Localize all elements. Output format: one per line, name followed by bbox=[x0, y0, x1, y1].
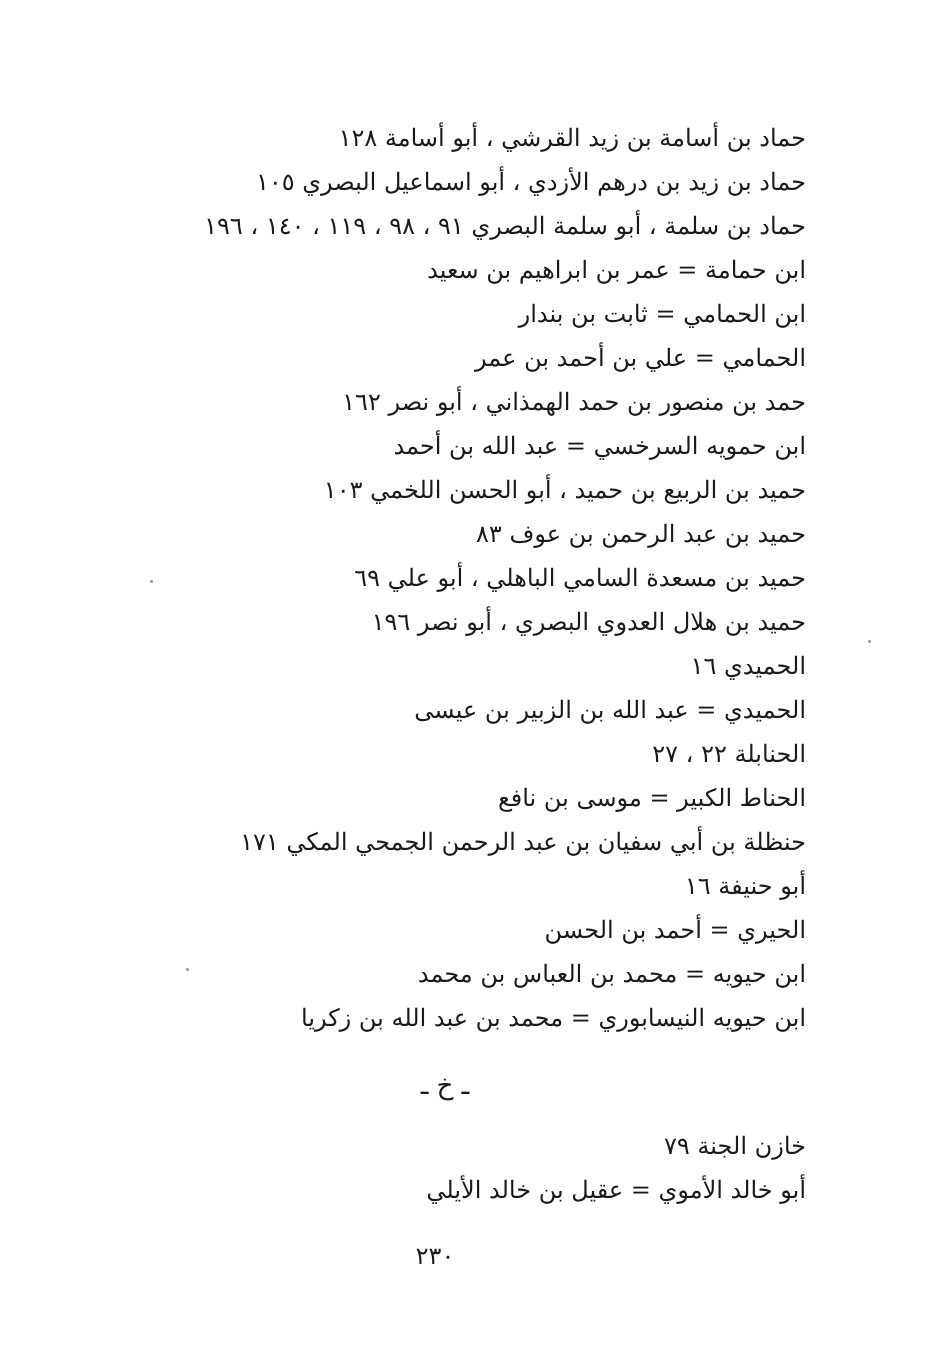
index-entry: ابن حيويه النيسابوري = محمد بن عبد الله بن زكريا bbox=[301, 1004, 806, 1032]
index-entry: ابن حمامة = عمر بن ابراهيم بن سعيد bbox=[427, 256, 806, 284]
index-entry: ابن الحمامي = ثابت بن بندار bbox=[518, 300, 806, 328]
index-entry: أبو خالد الأموي = عقيل بن خالد الأيلي bbox=[426, 1176, 806, 1204]
paper-speck bbox=[150, 580, 153, 583]
index-entries-kha bbox=[86, 1124, 806, 1212]
index-entry: ابن حيويه = محمد بن العباس بن محمد bbox=[417, 960, 806, 988]
paper-speck bbox=[868, 640, 871, 643]
index-entry: حنظلة بن أبي سفيان بن عبد الرحمن الجمحي المكي ١٧١ bbox=[240, 828, 806, 856]
index-entry: أبو حنيفة ١٦ bbox=[684, 872, 806, 900]
index-entry: حميد بن عبد الرحمن بن عوف ٨٣ bbox=[476, 520, 806, 548]
index-entry: حماد بن زيد بن درهم الأزدي ، أبو اسماعيل البصري ١٠٥ bbox=[255, 168, 806, 196]
index-entry: الحمامي = علي بن أحمد بن عمر bbox=[475, 344, 806, 372]
page-number: ٢٣٠ bbox=[415, 1242, 455, 1270]
index-entry: حماد بن سلمة ، أبو سلمة البصري ٩١ ، ٩٨ ، ١١٩ ، ١٤٠ ، ١٩٦ bbox=[204, 212, 806, 240]
index-entry: الحميدي = عبد الله بن الزبير بن عيسى bbox=[414, 696, 806, 724]
index-entry: حمد بن منصور بن حمد الهمذاني ، أبو نصر ١٦٢ bbox=[342, 388, 806, 416]
index-entry: خازن الجنة ٧٩ bbox=[664, 1132, 806, 1160]
index-entries-ha bbox=[86, 116, 806, 1040]
index-entry: حماد بن أسامة بن زيد القرشي ، أبو أسامة ١٢٨ bbox=[338, 124, 806, 152]
index-entry: الحيري = أحمد بن الحسن bbox=[544, 916, 806, 944]
paper-speck bbox=[186, 968, 189, 971]
index-entry: حميد بن الربيع بن حميد ، أبو الحسن اللخمي ١٠٣ bbox=[323, 476, 806, 504]
index-entry: حميد بن هلال العدوي البصري ، أبو نصر ١٩٦ bbox=[371, 608, 806, 636]
index-entry: حميد بن مسعدة السامي الباهلي ، أبو علي ٦٩ bbox=[354, 564, 806, 592]
section-heading-kha: ـ خ ـ bbox=[420, 1071, 470, 1101]
index-entry: ابن حمويه السرخسي = عبد الله بن أحمد bbox=[393, 432, 806, 460]
index-entry: الحنابلة ٢٢ ، ٢٧ bbox=[652, 740, 806, 768]
index-entry: الحميدي ١٦ bbox=[690, 652, 806, 680]
index-entry: الحناط الكبير = موسى بن نافع bbox=[498, 784, 806, 812]
